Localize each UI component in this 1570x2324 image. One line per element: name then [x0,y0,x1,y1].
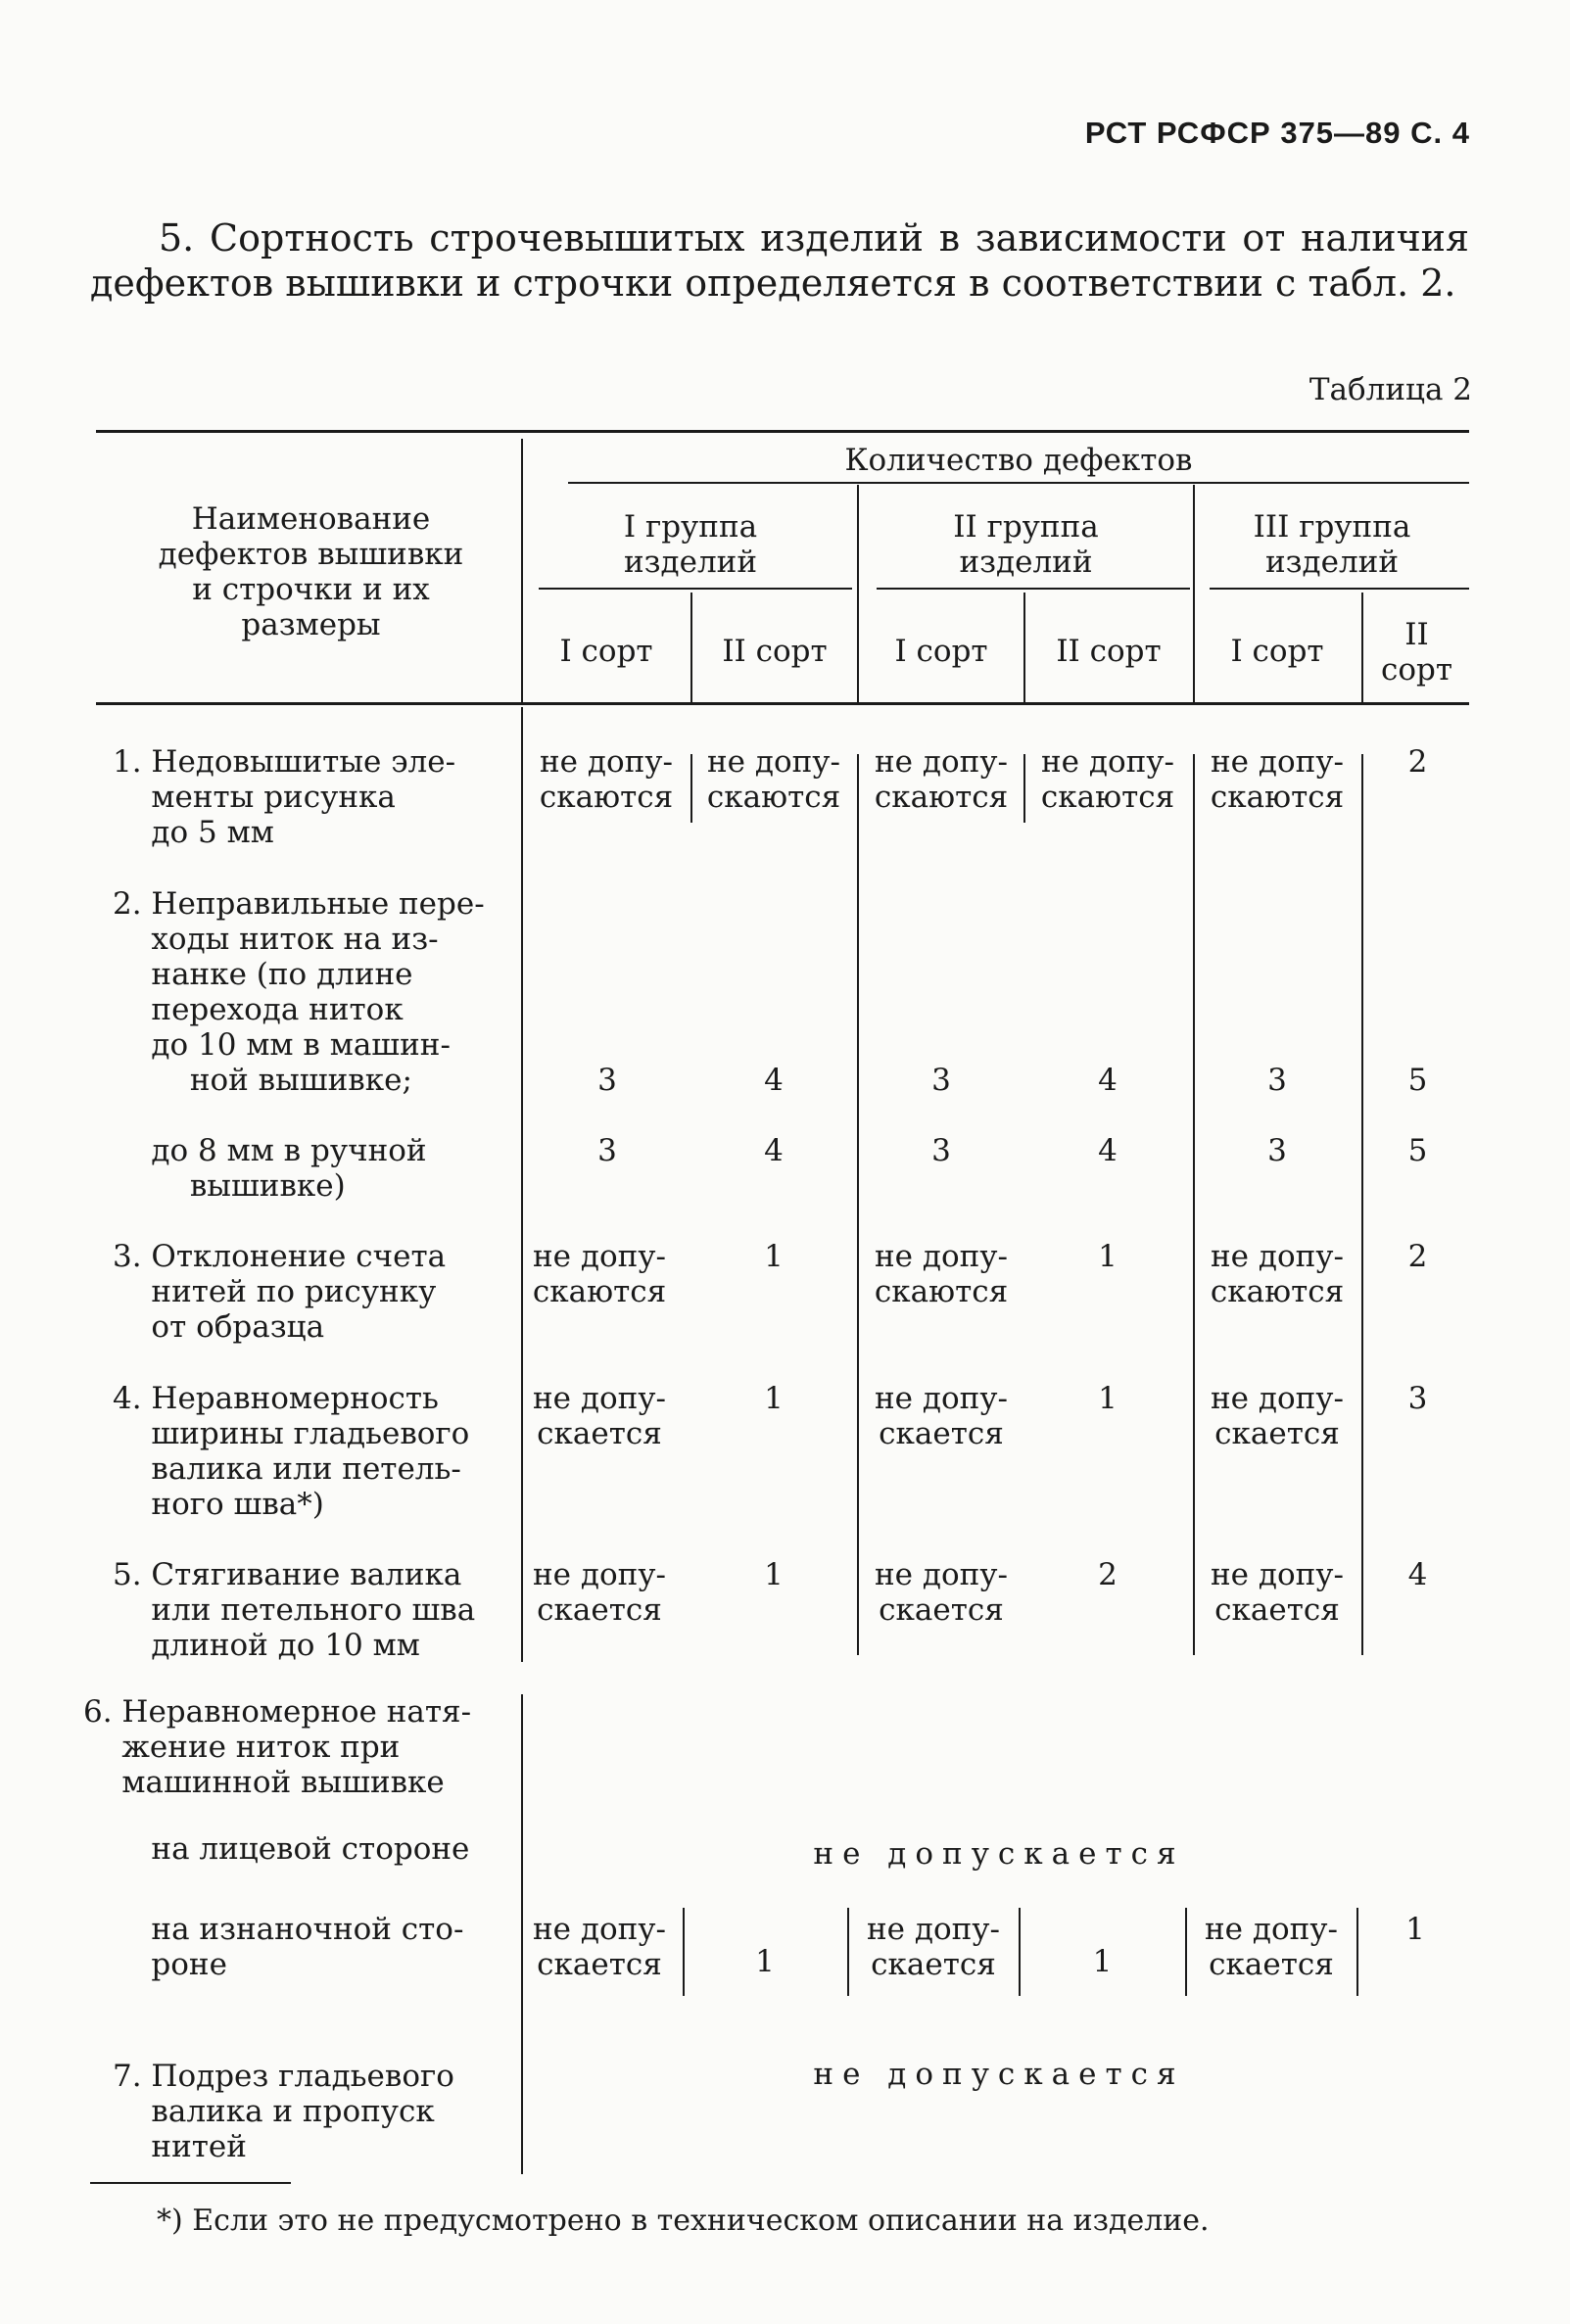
row-2b-cell-5: 3 [1267,1133,1287,1168]
row-6b-cell-4: 1 [1092,1944,1113,1979]
row-1-cell-3: не допу- скаются [874,744,1009,815]
grade-header-1: I сорт [559,634,653,669]
row6b-divider-3 [1019,1908,1021,1996]
row-5-cell-3: не допу- скается [875,1557,1008,1628]
row-1-cell-1: не допу- скаются [539,744,674,815]
row-2-cell-4: 4 [1098,1063,1118,1098]
row-6b-cell-1: не допу- скается [533,1912,666,1982]
body-group-divider-1 [857,754,859,1655]
grade-divider-3 [1361,593,1363,703]
row6b-divider-1 [683,1908,685,1996]
row-5-cell-6: 4 [1407,1557,1428,1592]
row-3-cell-3: не допу- скаются [874,1239,1009,1309]
name-col-divider-body [521,707,523,1662]
row-5-cell-4: 2 [1098,1557,1118,1592]
row-5-cell-2: 1 [764,1557,784,1592]
grade-header-6: II сорт [1380,617,1453,688]
grade-header-3: I сорт [894,634,988,669]
col-name-header: Наименование дефектов вышивки и строчки и их размеры [158,501,464,642]
group2-rule [877,588,1190,590]
row-2b-cell-6: 5 [1407,1133,1428,1168]
row-7-name: 7. Подрез гладьевого валика и пропуск нитей [113,2059,454,2164]
row-3-name: 3. Отклонение счета нитей по рисунку от образца [113,1239,447,1345]
row-2b-cell-1: 3 [597,1133,617,1168]
row-2b-name: до 8 мм в ручной вышивке) [151,1133,427,1204]
grade-divider-2 [1023,593,1025,703]
row-6b-cell-2: 1 [755,1944,775,1979]
group3-rule [1210,588,1469,590]
row-6-name: 6. Неравномерное натя- жение ниток при машинной вышивке [83,1694,472,1800]
row6b-divider-4 [1185,1908,1187,1996]
row-1-cell-2: не допу- скаются [706,744,841,815]
row-2-cell-6: 5 [1407,1063,1428,1098]
row-2b-cell-3: 3 [931,1133,951,1168]
row-6a-name: на лицевой стороне [113,1831,470,1867]
grade-header-5: I сорт [1230,634,1324,669]
row-6a-span: не допускается [813,1836,1185,1872]
row-4-name: 4. Неравномерность ширины гладьевого валика или петель- ного шва*) [113,1381,470,1522]
row-2-cell-1: 3 [597,1063,617,1098]
row6b-divider-2 [847,1908,849,1996]
row-7-span: не допускается [813,2057,1185,2092]
row-4-cell-4: 1 [1098,1381,1118,1416]
row-2b-cell-2: 4 [764,1133,784,1168]
row-3-cell-2: 1 [764,1239,784,1274]
body-group-divider-2 [1193,754,1195,1655]
row-6b-cell-3: не допу- скается [867,1912,1000,1982]
paragraph-text: 5. Сортность строчевышитых изделий в зависимости от наличия дефектов вышивки и строчки определяется в соответствии с табл. 2. [90,216,1469,305]
row-4-cell-3: не допу- скается [875,1381,1008,1451]
row-3-cell-5: не допу- скаются [1210,1239,1345,1309]
header-bottom-rule [96,702,1469,705]
row-3-cell-4: 1 [1098,1239,1118,1274]
row-2-cell-3: 3 [931,1063,951,1098]
row-5-cell-5: не допу- скается [1211,1557,1344,1628]
row-6b-cell-5: не допу- скается [1205,1912,1338,1982]
name-col-divider-header [521,439,523,703]
row-1-name: 1. Недовышитые эле- менты рисунка до 5 мм [113,744,456,850]
table-top-rule [96,430,1469,433]
row-5-name: 5. Стягивание валика или петельного шва длиной до 10 мм [113,1557,476,1663]
row-4-cell-1: не допу- скается [533,1381,666,1451]
table-title: Таблица 2 [1308,372,1472,407]
row-6b-cell-6: 1 [1405,1912,1425,1947]
row-1-cell-5: не допу- скаются [1210,744,1345,815]
row-2b-cell-4: 4 [1098,1133,1118,1168]
row-4-cell-6: 3 [1407,1381,1428,1416]
row-4-cell-5: не допу- скается [1211,1381,1344,1451]
grade-header-2: II сорт [722,634,828,669]
footnote: *) Если это не предусмотрено в техническом описании на изделие. [157,2204,1210,2238]
grade-header-4: II сорт [1056,634,1162,669]
group1-rule [539,588,852,590]
row-3-cell-6: 2 [1407,1239,1428,1274]
row-3-cell-1: не допу- скаются [532,1239,667,1309]
row6b-divider-5 [1356,1908,1358,1996]
row-1-cell-6: 2 [1407,744,1428,780]
row-5-cell-1: не допу- скается [533,1557,666,1628]
row-2-cell-5: 3 [1267,1063,1287,1098]
body-grade-divider-last [1361,754,1363,1655]
group-header-rule [568,482,1469,484]
group-1-header: I группа изделий [623,509,758,580]
row-6b-name: на изнаночной сто- роне [151,1912,464,1982]
footnote-rule [90,2182,291,2184]
row-2-cell-2: 4 [764,1063,784,1098]
row-4-cell-2: 1 [764,1381,784,1416]
group-2-header: II группа изделий [953,509,1099,580]
row-1-cell-4: не допу- скаются [1040,744,1175,815]
body-paragraph [90,215,1469,306]
group-divider-1-header [857,485,859,703]
defects-count-header: Количество дефектов [844,443,1193,478]
group-3-header: III группа изделий [1253,509,1411,580]
row-2-name: 2. Неправильные пере- ходы ниток на из- нанке (по длине перехода ниток до 10 мм в машин- ной вышивке; [113,886,485,1098]
grade-divider-1 [690,593,692,703]
document-header: РСТ РСФСР 375—89 С. 4 [1084,116,1470,150]
